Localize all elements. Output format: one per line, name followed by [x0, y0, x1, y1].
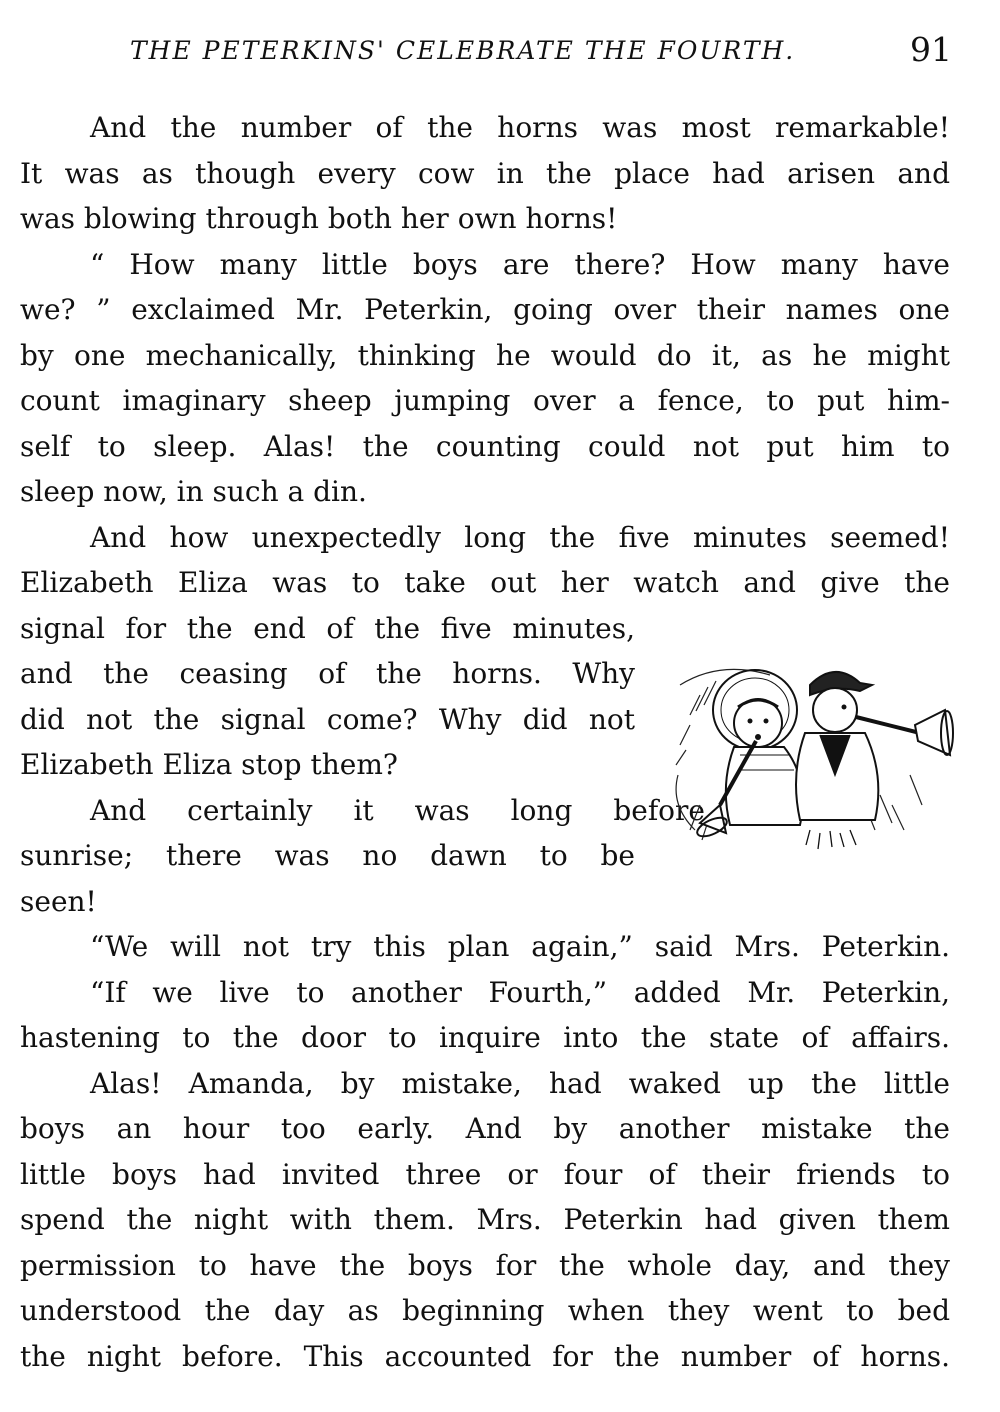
text-line: “We will not try this plan again,” said Mrs. Peterkin. — [90, 930, 950, 963]
text-line: Elizabeth Eliza was to take out her watch and give the — [20, 566, 950, 599]
text-line: spend the night with them. Mrs. Peterkin had given them — [20, 1203, 950, 1236]
text-line: did not the signal come? Why did not — [20, 702, 635, 736]
text-line: sleep now, in such a din. — [20, 475, 367, 508]
two-boys-blowing-horns-icon — [660, 655, 955, 860]
text-line: little boys had invited three or four of their friends to — [20, 1157, 950, 1191]
text-line: we? ” exclaimed Mr. Peterkin, going over their names one — [20, 293, 950, 326]
page-number: 91 — [910, 30, 952, 69]
text-line: understood the day as beginning when they went to bed — [20, 1294, 950, 1327]
text-line: self to sleep. Alas! the counting could not put him to — [20, 429, 950, 463]
text-line: count imaginary sheep jumping over a fence, to put him- — [20, 384, 950, 417]
text-line: And certainly it was long before — [90, 793, 705, 827]
text-line: the night before. This accounted for the number of horns. — [20, 1339, 950, 1373]
running-head — [0, 28, 1000, 78]
text-line: And the number of the horns was most remarkable! — [90, 111, 950, 144]
text-line: hastening to the door to inquire into the state of affairs. — [20, 1021, 950, 1054]
text-line: “If we live to another Fourth,” added Mr. Peterkin, — [90, 975, 950, 1009]
text-line: boys an hour too early. And by another mistake the — [20, 1112, 950, 1145]
text-line: permission to have the boys for the whole day, and they — [20, 1248, 950, 1282]
text-line: and the ceasing of the horns. Why — [20, 657, 635, 690]
text-line: was blowing through both her own horns! — [20, 202, 618, 235]
text-line: signal for the end of the five minutes, — [20, 611, 635, 645]
text-line: by one mechanically, thinking he would do it, as he might — [20, 338, 950, 372]
text-line: seen! — [20, 884, 97, 918]
text-line: It was as though every cow in the place had arisen and — [20, 156, 950, 190]
text-line: And how unexpectedly long the five minutes seemed! — [90, 520, 950, 554]
text-line: “ How many little boys are there? How many have — [90, 247, 950, 281]
text-line: Alas! Amanda, by mistake, had waked up the little — [90, 1066, 950, 1100]
text-line: Elizabeth Eliza stop them? — [20, 748, 398, 781]
running-title: THE PETERKINS' CELEBRATE THE FOURTH. — [130, 36, 796, 65]
text-line: sunrise; there was no dawn to be — [20, 839, 635, 872]
